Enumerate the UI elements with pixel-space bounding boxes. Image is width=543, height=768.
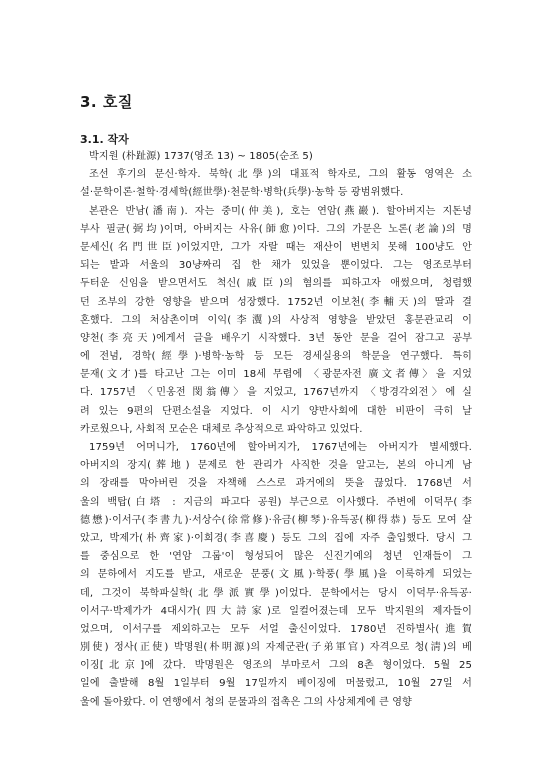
paragraph-line: 설·문학이론·철학·경세학(經世學)·천문학·병학(兵學)·농학 등 광범위했다. (80, 187, 404, 199)
paragraph-line: 德懋)·이서구(李書九)·서상수(徐常修)·유금(柳琴)·유득공(柳得恭) 등도 모여 살 (80, 514, 472, 526)
paragraph-line: 울의 백탑(白塔 : 지금의 파고다 공원) 부근으로 이사했다. 주변에 이덕무(李 (80, 496, 472, 508)
paragraph-line: 에 전념, 경학(經學)·병학·농학 등 모든 경세실용의 학문을 연구했다. 특히 (80, 351, 472, 363)
paragraph-line: 카로웠으나, 사회적 모순은 대체로 추상적으로 파악하고 있었다. (80, 423, 363, 435)
paragraph-line: 부사 필균(弼均)이며, 아버지는 사유(師愈)이다. 그의 가문은 노론(老論)의 명 (80, 223, 472, 235)
section-heading: 3. 호질 (80, 93, 133, 111)
subsection-heading: 3.1. 작자 (80, 133, 129, 146)
paragraph-line: 1759년 어머니가, 1760년에 할아버지가, 1767년에는 아버지가 별세했다. (89, 442, 472, 453)
paragraph-line: 의 문하에서 지도를 받고, 새로운 문풍(文風)·학풍(學風)을 이룩하게 되었는 (80, 569, 472, 581)
paragraph-line: 울에 돌아왔다. 이 연행에서 청의 문물과의 접촉은 그의 사상체계에 큰 영향 (80, 696, 412, 708)
paragraph-line: 문재(文才)를 타고난 그는 이미 18세 무렵에 〈광문자전 廣文者傳〉을 지었 (80, 369, 472, 381)
body-text (80, 148, 472, 712)
paragraph-line: 다. 1757년 〈민옹전 閔翁傳〉을 지었고, 1767년까지 〈방경각외전〉에 실 (80, 387, 472, 399)
paragraph-line: 던 조부의 강한 영향을 받으며 성장했다. 1752년 이보천(李輔天)의 딸과 결 (80, 296, 472, 308)
paragraph-line: 려 있는 9편의 단편소설을 지었다. 이 시기 양반사회에 대한 비판이 극히 날 (80, 405, 472, 417)
paragraph-line: 양천(李亮天)에게서 글을 배우기 시작했다. 3년 동안 문을 걸어 잠그고 공부 (80, 332, 472, 344)
paragraph-line: 되는 밭과 서울의 30냥짜리 집 한 채가 있었을 뿐이었다. 그는 영조로부터 (80, 260, 472, 272)
paragraph-line: 본관은 반남(潘南). 자는 중미(仲美), 호는 연암(燕巖). 할아버지는 지돈녕 (89, 205, 472, 217)
paragraph-line: 았고, 박제가(朴齊家)·이희경(李喜慶) 등도 그의 집에 자주 출입했다. 당시 그 (80, 532, 472, 544)
paragraph-line: 었으며, 이서구를 제외하고는 모두 서얼 출신이었다. 1780년 진하별사(進賀 (80, 623, 472, 635)
paragraph-line: 別使) 정사(正使) 박명원(朴明源)의 자제군관(子弟軍官) 자격으로 청(淸)의 베 (80, 642, 472, 654)
paragraph-line: 두터운 신임을 받으면서도 척신(戚臣)의 혐의를 피하고자 애썼으며, 청렴했 (80, 278, 472, 290)
paragraph-line: 문세신(名門世臣)이었지만, 그가 자랄 때는 재산이 변변치 못해 100냥도 안 (80, 241, 472, 253)
paragraph-line: 아버지의 장지(葬地) 문제로 한 관리가 사직한 것을 알고는, 본의 아니게 남 (80, 460, 472, 472)
paragraph-line: 박지원 (朴趾源) 1737(영조 13) ~ 1805(순조 5) (89, 151, 313, 162)
paragraph-line: 의 장래를 막아버린 것을 자책해 스스로 과거에의 뜻을 끊었다. 1768년 서 (80, 478, 472, 490)
paragraph-line: 이서구·박제가가 4대시가(四大詩家)로 일컬어졌는데 모두 박지원의 제자들이 (80, 605, 472, 617)
paragraph-line: 일에 출발해 8월 1일부터 9월 17일까지 베이징에 머물렀고, 10월 27일 서 (80, 678, 472, 690)
paragraph-line: 데, 그것이 북학파실학(北學派實學)이었다. 문학에서는 당시 이덕무·유득공· (80, 587, 472, 599)
paragraph-line: 혼했다. 그의 처삼촌이며 이익(李瀷)의 사상적 영향을 받았던 홍문관교리 이 (80, 314, 472, 326)
paragraph-line: 를 중심으로 한 '연암 그룹'이 형성되어 많은 신진기예의 청년 인재들이 그 (80, 551, 472, 563)
paragraph-line: 조선 후기의 문신·학자. 북학(北學)의 대표적 학자로, 그의 활동 영역은 소 (89, 169, 472, 181)
paragraph-line: 이징[北京]에 갔다. 박명원은 영조의 부마로서 그의 8촌 형이었다. 5월 25 (80, 660, 472, 672)
